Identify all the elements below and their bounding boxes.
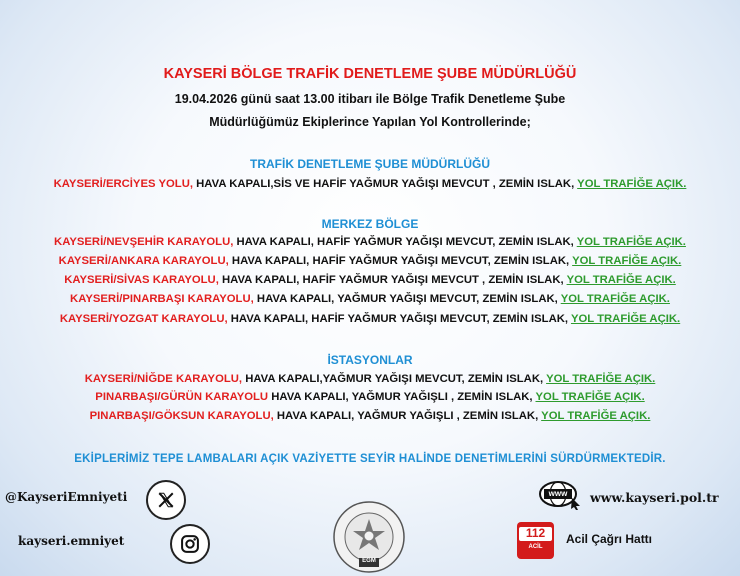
road-status-line: [0, 255, 740, 267]
road-open-status: YOL TRAFİĞE AÇIK.: [566, 274, 676, 286]
road-open-status: YOL TRAFİĞE AÇIK.: [541, 410, 651, 422]
road-name: PINARBAŞI/GÖKSUN KARAYOLU,: [89, 410, 274, 422]
road-condition: HAVA KAPALI, HAFİF YAĞMUR YAĞIŞI MEVCUT , ZEMİN ISLAK,: [221, 274, 564, 286]
section-heading-central-region: MERKEZ BÖLGE: [321, 217, 419, 231]
road-status-line: [0, 293, 740, 305]
road-open-status: YOL TRAFİĞE AÇIK.: [560, 293, 670, 305]
road-condition: HAVA KAPALI,SİS VE HAFİF YAĞMUR YAĞIŞI MEVCUT , ZEMİN ISLAK,: [196, 178, 575, 190]
road-name: KAYSERİ/SİVAS KARAYOLU,: [64, 274, 219, 286]
road-name: KAYSERİ/NEVŞEHİR KARAYOLU,: [54, 236, 234, 248]
intro-line-1: 19.04.2026 günü saat 13.00 itibarı ile Bölge Trafik Denetleme Şube: [174, 92, 566, 106]
road-open-status: YOL TRAFİĞE AÇIK.: [577, 178, 687, 190]
instagram-icon[interactable]: [170, 524, 210, 564]
road-status-line: [0, 236, 740, 248]
road-name: KAYSERİ/PINARBAŞI KARAYOLU,: [70, 293, 254, 305]
road-open-status: YOL TRAFİĞE AÇIK.: [546, 373, 656, 385]
road-name: KAYSERİ/YOZGAT KARAYOLU,: [59, 313, 228, 325]
road-status-line: [0, 178, 740, 190]
road-name: KAYSERİ/NİĞDE KARAYOLU,: [84, 373, 243, 385]
website-link[interactable]: www.kayseri.pol.tr: [590, 490, 719, 505]
www-icon-text: www: [548, 489, 568, 498]
emergency-badge-sub: ACİL: [528, 544, 543, 550]
page-title: KAYSERİ BÖLGE TRAFİK DENETLEME ŞUBE MÜDÜRLÜĞÜ: [163, 66, 577, 82]
road-condition: HAVA KAPALI, HAFİF YAĞMUR YAĞIŞI MEVCUT, ZEMİN ISLAK,: [231, 255, 570, 267]
road-condition: HAVA KAPALI, HAFİF YAĞMUR YAĞIŞI MEVCUT, ZEMİN ISLAK,: [230, 313, 569, 325]
globe-cursor-icon[interactable]: [538, 480, 582, 510]
road-condition: HAVA KAPALI,YAĞMUR YAĞIŞI MEVCUT, ZEMİN ISLAK,: [245, 373, 544, 385]
road-condition: HAVA KAPALI, HAFİF YAĞMUR YAĞIŞI MEVCUT, ZEMİN ISLAK,: [236, 236, 574, 248]
road-status-line: [0, 313, 740, 325]
instagram-handle[interactable]: kayseri.emniyet: [18, 534, 125, 548]
road-open-status: YOL TRAFİĞE AÇIK.: [572, 255, 682, 267]
road-open-status: YOL TRAFİĞE AÇIK.: [570, 313, 681, 325]
emblem-bottom-text: EGM: [362, 558, 376, 564]
intro-line-2: Müdürlüğümüz Ekiplerince Yapılan Yol Kontrollerinde;: [209, 115, 531, 129]
twitter-handle[interactable]: @KayseriEmniyeti: [5, 490, 128, 504]
road-name: PINARBAŞI/GÜRÜN KARAYOLU: [95, 391, 269, 403]
police-emblem: [331, 500, 407, 574]
road-condition: HAVA KAPALI, YAĞMUR YAĞIŞLI , ZEMİN ISLAK,: [276, 410, 539, 422]
road-condition: HAVA KAPALI, YAĞMUR YAĞIŞI MEVCUT, ZEMİN ISLAK,: [256, 293, 558, 305]
road-open-status: YOL TRAFİĞE AÇIK.: [576, 236, 686, 248]
road-open-status: YOL TRAFİĞE AÇIK.: [535, 391, 645, 403]
section-heading-stations: İSTASYONLAR: [327, 353, 413, 367]
road-status-line: [0, 274, 740, 286]
section-heading-traffic-branch: TRAFİK DENETLEME ŞUBE MÜDÜRLÜĞÜ: [250, 157, 490, 171]
road-condition: HAVA KAPALI, YAĞMUR YAĞIŞLI , ZEMİN ISLAK,: [271, 391, 533, 403]
road-status-line: [0, 391, 740, 403]
emergency-line-label: Acil Çağrı Hattı: [566, 532, 653, 546]
road-name: KAYSERİ/ERCİYES YOLU,: [53, 178, 193, 190]
emergency-number: 112: [525, 526, 546, 540]
road-status-line: [0, 373, 740, 385]
road-name: KAYSERİ/ANKARA KARAYOLU,: [58, 255, 229, 267]
footer-message: EKİPLERİMİZ TEPE LAMBALARI AÇIK VAZİYETTE SEYİR HALİNDE DENETİMLERİNİ SÜRDÜRMEKTEDİR.: [74, 453, 666, 465]
x-twitter-icon[interactable]: [146, 480, 186, 520]
road-status-line: [0, 410, 740, 422]
emergency-112-badge[interactable]: [517, 522, 554, 559]
